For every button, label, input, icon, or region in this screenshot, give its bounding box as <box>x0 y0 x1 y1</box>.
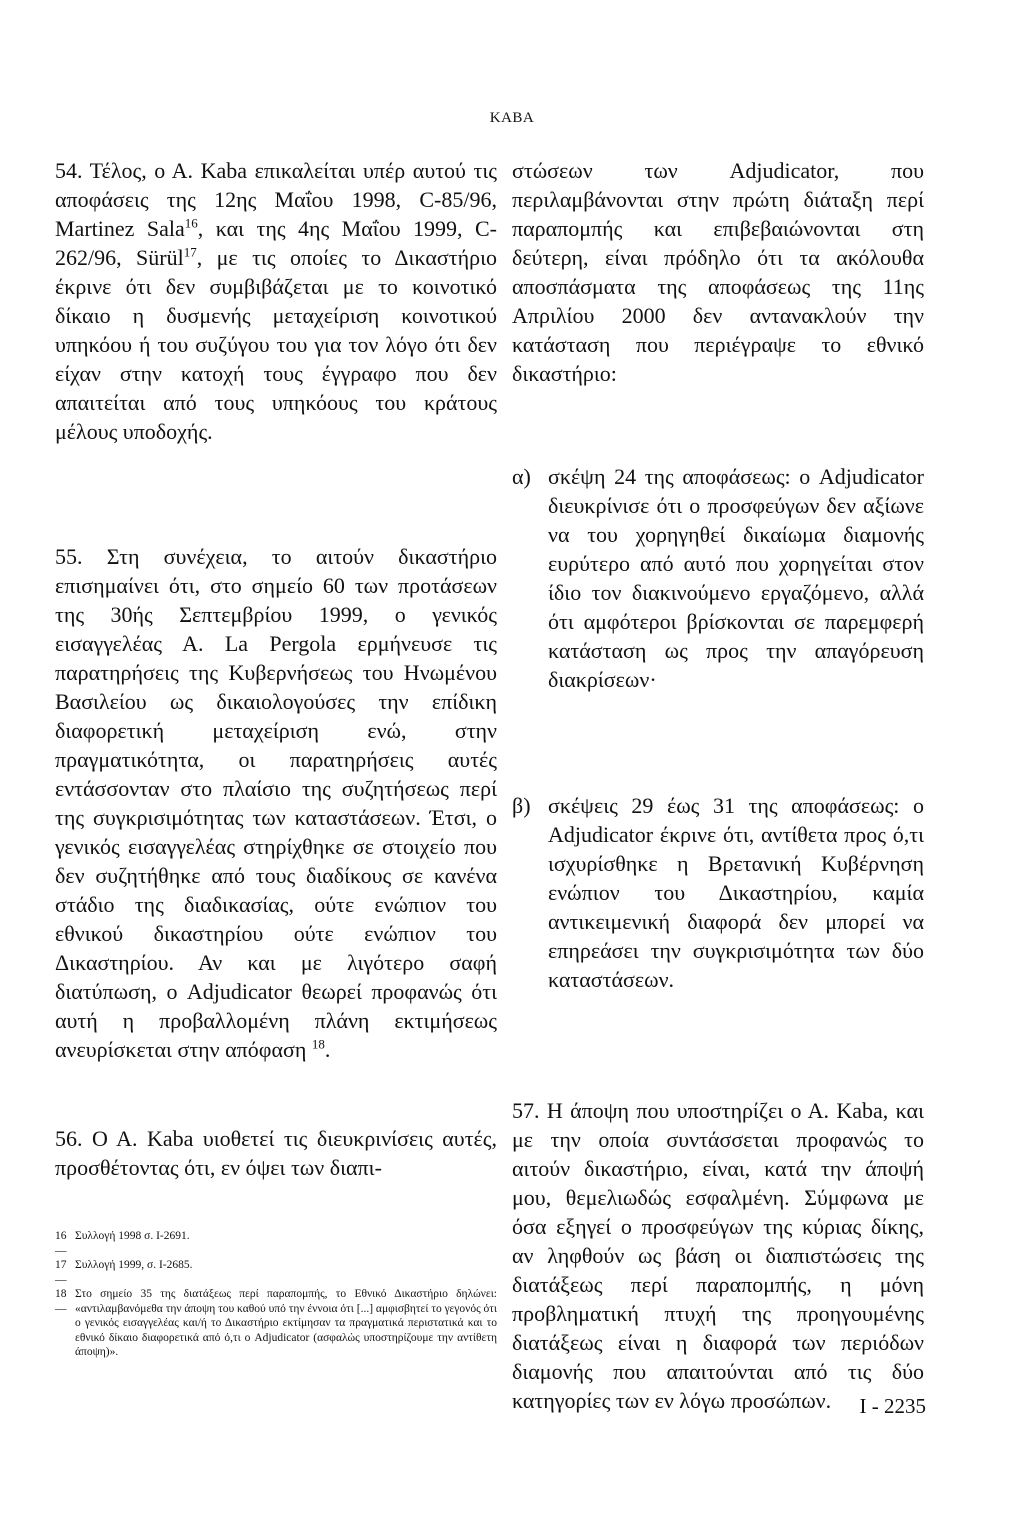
footnote-number: 17 — <box>55 1259 67 1286</box>
footnote-ref-16: 16 <box>184 215 198 231</box>
paragraph-55 <box>55 542 497 1064</box>
list-item-label: β) <box>512 793 531 818</box>
paragraph-54-text-c: , με τις οποίες το Δικαστήριο έκρινε ότι δεν συμβιβάζεται με το κοινοτικό δίκαιο η δυσμενής μεταχείριση κοινοτικού υπηκόου ή του συζύγου του για τον λόγο ότι δεν είχαν στην κατοχή τους έγγραφο που δεν απαιτείται από τους υπηκόους του κράτους μέλους υποδοχής. <box>55 245 497 444</box>
footnotes <box>55 1229 497 1360</box>
paragraph-56-continuation <box>512 156 924 388</box>
footnote-number: 18 — <box>55 1288 67 1315</box>
paragraph-54 <box>55 156 497 446</box>
footnote-text: Συλλογή 1999, σ. I-2685. <box>75 1259 193 1271</box>
footnote-text: Στο σημείο 35 της διατάξεως περί παραπομπής, το Εθνικό Δικαστήριο δηλώνει: «αντιλαμβανόμεθα την άποψη του καθού υπό την έννοια ότι [...] αμφισβητεί το γεγονός ότι ο γενικός εισαγγελέας και/ή το Δικαστήριο εκτίμησαν τα πραγματικά περιστατικά και το εθνικό δίκαιο διαφορετικά από ό,τι ο Adjudicator (ασφαλώς υποστηρίζουμε την αντίθετη άποψη)». <box>75 1288 497 1358</box>
paragraph-55-text: 55. Στη συνέχεια, το αιτούν δικαστήριο επισημαίνει ότι, στο σημείο 60 των προτάσεων της 30ής Σεπτεμβρίου 1999, ο γενικός εισαγγελέας Α. La Pergola ερμήνευσε τις παρατηρήσεις της Κυβερνήσεως του Ηνωμένου Βασιλείου ως δικαιολογούσες την επίδικη διαφορετική μεταχείριση ενώ, στην πραγματικότητα, οι παρατηρήσεις αυτές εντάσσονταν στο πλαίσιο της συζητήσεως περί της συγκρισιμότητας των καταστάσεων. Έτσι, ο γενικός εισαγγελέας στηρίχθηκε σε στοιχείο που δεν συζητήθηκε από τους διαδίκους σε κανένα στάδιο της διαδικασίας, ούτε ενώπιον του εθνικού δικαστηρίου ούτε ενώπιον του Δικαστηρίου. Αν και με λιγότερο σαφή διατύπωση, ο Adjudicator θεωρεί προφανώς ότι αυτή η προβαλλομένη πλάνη εκτιμήσεως ανευρίσκεται στην απόφαση <box>55 544 497 1062</box>
page-number: I - 2235 <box>859 1394 926 1418</box>
paragraph-54-text-b: , και της 4ης Μαΐου 1999, C-262/96, Sürül <box>55 216 497 270</box>
list-item-label: α) <box>512 464 531 489</box>
paragraph-57 <box>512 1096 924 1415</box>
list-item-a <box>512 462 924 694</box>
list-item-text: σκέψεις 29 έως 31 της αποφάσεως: ο Adjudicator έκρινε ότι, αντίθετα προς ό,τι ισχυρίσθηκε η Βρετανική Κυβέρνηση ενώπιον του Δικαστηρίου, καμία αντικειμενική διαφορά δεν μπορεί να επηρεάσει την συγκρισιμότητα των δύο καταστάσεων. <box>548 793 924 992</box>
footnote-17 <box>55 1258 497 1287</box>
list-item-b <box>512 791 924 994</box>
paragraph-54-text-a: 54. Τέλος, ο Α. Kaba επικαλείται υπέρ αυτού τις αποφάσεις της 12ης Μαΐου 1998, C-85/96, Martinez Sala <box>55 158 497 241</box>
footnote-16 <box>55 1229 497 1258</box>
footnote-text: Συλλογή 1998 σ. I-2691. <box>75 1230 190 1242</box>
footnote-number: 16 — <box>55 1230 67 1257</box>
footnote-ref-18: 18 <box>311 1036 325 1052</box>
paragraph-57-text: 57. Η άποψη που υποστηρίζει ο Α. Kaba, και με την οποία συντάσσεται προφανώς το αιτούν δικαστήριο, είναι, κατά την άποψή μου, θεμελιωδώς εσφαλμένη. Σύμφωνα με όσα εξηγεί ο προσφεύγων της κύριας δίκης, αν ληφθούν ως βάση οι διαπιστώσεις της διατάξεως περί παραπομπής, η μόνη προβληματική πτυχή της προηγουμένης διατάξεως είναι η διαφορά των περιόδων διαμονής που απαιτούνται από τις δύο κατηγορίες των εν λόγω προσώπων. <box>512 1098 924 1413</box>
paragraph-56-continuation-text: στώσεων των Adjudicator, που περιλαμβάνονται στην πρώτη διάταξη περί παραπομπής και επιβεβαιώνονται στη δεύτερη, είναι πρόδηλο ότι τα ακόλουθα αποσπάσματα της αποφάσεως της 11ης Απριλίου 2000 δεν αντανακλούν την κατάσταση που περιέγραψε το εθνικό δικαστήριο: <box>512 158 924 386</box>
paragraph-55-end: . <box>324 1037 331 1062</box>
list-item-text: σκέψη 24 της αποφάσεως: ο Adjudicator διευκρίνισε ότι ο προσφεύγων δεν αξίωνε να του χορηγηθεί δικαίωμα διαμονής ευρύτερο από αυτό που χορηγείται στον ίδιο τον διακινούμενο εργαζόμενο, αλλά ότι αμφότεροι βρίσκονται σε παρεμφερή κατάσταση ως προς την απαγόρευση διακρίσεων· <box>548 464 924 692</box>
footnote-18 <box>55 1287 497 1360</box>
footnote-ref-17: 17 <box>183 244 197 260</box>
paragraph-56-start <box>55 1124 497 1182</box>
paragraph-56-start-text: 56. Ο Α. Kaba υιοθετεί τις διευκρινίσεις αυτές, προσθέτοντας ότι, εν όψει των διαπι- <box>55 1126 497 1180</box>
running-header: KABA <box>489 110 535 126</box>
